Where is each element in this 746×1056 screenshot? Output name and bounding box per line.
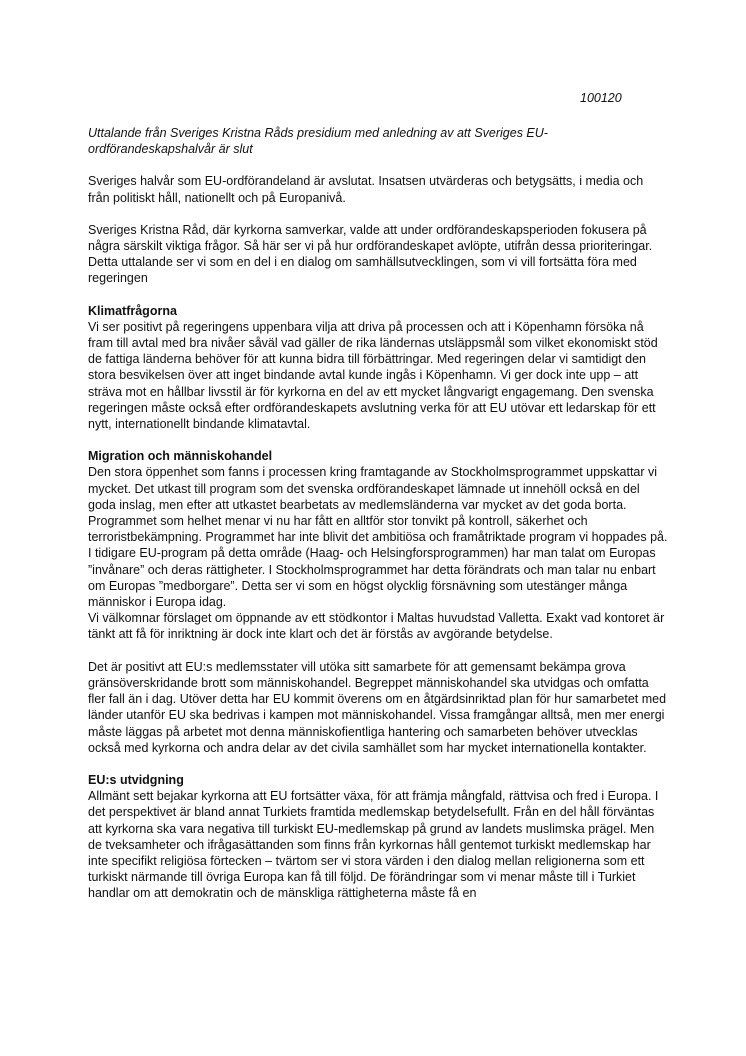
trafficking-paragraph: Det är positivt att EU:s medlemsstater vill utöka sitt samarbete för att gemensamt bekämpa grova gränsöverskridande brott som människohandel. Begreppet människohandel ska utvidgas och omfatta fler fall än i dag. Utöver detta har EU kommit överens om en åtgärdsinriktad plan för hur samarbetet med länder utanför EU ska bedrivas i kampen mot människohandel. Vissa framgångar alltså, men mer energi måste läggas på arbetet mot denna människofientliga hantering och samarbeten behöver utvecklas också med kyrkorna och andra delar av det civila samhället som har mycket internationella kontakter. <box>88 659 667 755</box>
section-climate <box>88 303 668 433</box>
document-title: Uttalande från Sveriges Kristna Råds presidium med anledning av att Sveriges EU-ordförandeskapshalvår är slut <box>88 126 548 157</box>
section-paragraph: Den stora öppenhet som fanns i processen kring framtagande av Stockholmsprogrammet uppskattar vi mycket. Det utkast till program som det svenska ordförandeskapet lämnade ut innehöll också en del goda inslag, men efter att utkastet bearbetats av medlemsländerna var mycket av det goda borta. Programmet som helhet menar vi nu har fått en alltför stor tonvikt på kontroll, säkerhet och terroristbekämpning. Programmet har inte blivit det ambitiösa och framåtriktade program vi hoppades på. <box>88 465 668 545</box>
section-paragraph: Vi ser positivt på regeringens uppenbara vilja att driva på processen och att i Köpenhamn försöka nå fram till avtal med bra nivåer såväl vad gäller de rika ländernas utsläppsmål som vilket ekonomiskt stöd de fattiga länderna behöver för att kunna bidra till förbättringar. Med regeringen delar vi samtidigt den stora besvikelsen över att inget bindande avtal kunde ingås i Köpenhamn. Vi ger dock inte upp – att sträva mot en hållbar livsstil är för kyrkorna en del av ett mycket långvarigt engagemang. Den svenska regeringen måste också efter ordförandeskapets avslutning verka för att EU utövar ett ledarskap för ett nytt, internationellt bindande klimatavtal. <box>88 319 658 432</box>
document-body <box>88 90 668 918</box>
section-heading: Klimatfrågorna <box>88 303 177 318</box>
section-enlargement <box>88 772 668 902</box>
section-paragraph: Vi välkomnar förslaget om öppnande av ett stödkontor i Maltas huvudstad Valletta. Exakt vad kontoret är tänkt att få för inriktning är dock inte klart och det är förstås av avgörande betydelse. <box>88 611 665 642</box>
section-heading: Migration och människohandel <box>88 449 273 464</box>
section-heading: EU:s utvidgning <box>88 772 184 787</box>
intro-paragraph-2: Sveriges Kristna Råd, där kyrkorna samverkar, valde att under ordförandeskapsperioden fokusera på några särskilt viktiga frågor. Så här ser vi på hur ordförandeskapet avlöpte, utifrån dessa prioriteringar. Detta uttalande ser vi som en del i en dialog om samhällsutvecklingen, som vi vill fortsätta föra med regeringen <box>88 222 653 286</box>
section-migration <box>88 448 668 642</box>
section-paragraph: I tidigare EU-program på detta område (Haag- och Helsingforsprogrammen) har man talat om Europas ”invånare” och deras rättigheter. I Stockholmsprogrammet har detta förändrats och man talar nu enbart om Europas ”medborgare”. Detta ser vi som en högst olycklig försnävning som utestänger många människor i Europa idag. <box>88 546 656 610</box>
intro-paragraph-1: Sveriges halvår som EU-ordförandeland är avslutat. Insatsen utvärderas och betygsätts, i media och från politiskt håll, nationellt och på Europanivå. <box>88 174 644 205</box>
document-date: 100120 <box>580 91 622 105</box>
section-paragraph: Allmänt sett bejakar kyrkorna att EU fortsätter växa, för att främja mångfald, rättvisa och fred i Europa. I det perspektivet är bland annat Turkiets framtida medlemskap betydelsefullt. Från en del håll förväntas att kyrkorna ska vara negativa till turkiskt EU-medlemskap på grund av landets muslimska prägel. Men de tveksamheter och ifrågasättanden som finns från kyrkornas håll gentemot turkiskt medlemskap har inte specifikt religiösa förtecken – tvärtom ser vi stora värden i den dialog mellan religionerna som ett turkiskt närmande till övriga Europa kan få till följd. De förändringar som vi menar måste till i Turkiet handlar om att demokratin och de mänskliga rättigheterna måste få en <box>88 789 659 901</box>
